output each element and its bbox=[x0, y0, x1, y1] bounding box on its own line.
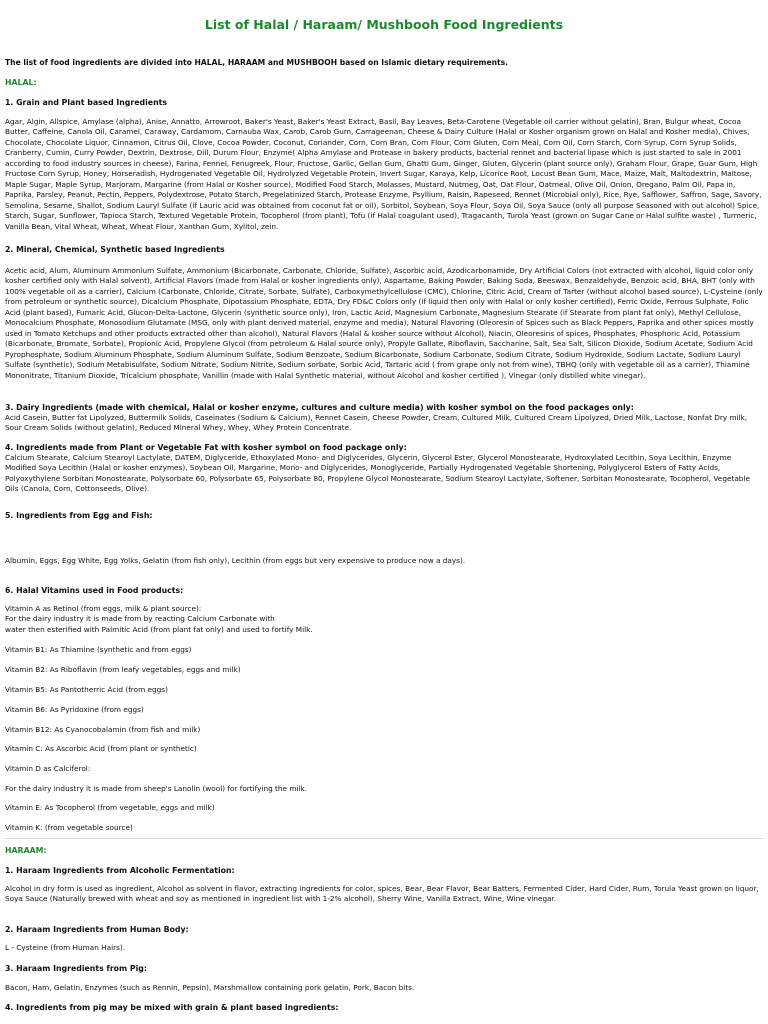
halal-label bbox=[5, 78, 763, 88]
section-text: Bacon, Ham, Gelatin, Enzymes (such as Rennin, Pepsin), Marshmallow containing pork gelatin, Pork, Bacon bits. bbox=[5, 983, 415, 992]
halal-heading: HALAL: bbox=[5, 78, 37, 87]
section-text: Calcium Stearate, Calcium Stearoyl Lactylate, DATEM, Diglyceride, Ethoxylated Mono- and Diglycerides, Glycerin, Glycerol Ester, Glycerol Monostearate, Hydroxylated Lecithin, Soya Lecithin, Enzyme Modified Soya Lecithin (Halal or kosher enzymes), Soybean Oil, Margarine, Mono- and Diglycerides, Monoglyceride, Partially Hydrogenated Vegetable Shortening, Polyglycerol Esters of Fatty Acids, Polyoxythylene Sorbitan Monostearate, Polysorbate 60, Polysorbate 65, Polysorbate 80, Propylene Glycol Monostearate, Sodium Stearoyl Lactylate, Softener, Sorbitan Monostearate, Tocopherol, Vegetable Oils (Canola, Corn, Cottonseeds, Olive). bbox=[5, 453, 750, 494]
page-title: List of Halal / Haraam/ Mushbooh Food Ingredients bbox=[204, 17, 564, 32]
vitamin-b6: Vitamin B6: As Pyridoxine (from eggs) bbox=[5, 705, 144, 714]
section-text: Acetic acid, Alum, Aluminum Ammonium Sulfate, Ammonium (Bicarbonate, Carbonate, Chloride, Sulfate), Ascorbic acid, Azodicarbonamide, Dry Artificial Colors (not extracted with alcohol, liquid color only kosher certified only with Halal solvent), Artificial Flavors (made from Halal or kosher ingredients only), Aspartame, Baking Powder, Baking Soda, Beeswax, Benzaldehyde, Benzoic acid, BHA, BHT (only with 100% vegetable oil as a carrier), Calcium (Carbonate, Chloride, Citrate, Sorbate, Sulfate), Carboxymethylcellulose (CMC), Chlorine, Citric Acid, Cream of Tarter (without alcohol based source), L-Cysteine (only from petroleum or synthetic source), Dicalcium Phosphate, Dipotassium Phosphate, EDTA, Dry FD&C Colors only (if liquid then only with Halal or only kosher certified), Ferric Oxide, Ferrous Sulphate, Folic Acid (plant based), Fumaric Acid, Glucon-Delta-Lactone, Glycerin (synthetic source only), Iron, Lactic Acid, Magnesium Carbonate, Magnesium Stearate (if Stearate from plant fat only), Methyl Cellulose, Monocalcium Phosphate, Monosodium Glutamate (MSG, only with plant derived material, enzyme and media), Natural Flavoring (Oleoresin of Spices such as Black Peppers, Paprika and other spices mostly used in Tomato Ketchups and other products extracted other than alcohol), Natural Flavors (Halal & kosher source without Alcohol), Niacin, Oleoresins of spices, Phosphates, Phosphoric Acid, Potassium (Bicarbonate, Bromate, Sorbate), Propionic Acid, Propylene Glycol (from petroleum & Halal source only), Propyle Gallate, Riboflavin, Saccharine, Salt, Sea Salt, Silicon Dioxide, Sodium Acetate, Sodium Acid Pyrophosphate, Sodium Aluminum Phosphate, Sodium Aluminum Sulfate, Sodium Benzoate, Sodium Bicarbonate, Sodium Carbonate, Sodium Citrate, Sodium Hydroxide, Sodium Lactate, Sodium Lauryl Sulfate (synthetic), Sodium Metabisulfate, Sodium Nitrate, Sodium Nitrite, Sodium sorbate, Sorbic Acid, Tartaric acid ( from grape only not from wine), TBHQ (only with vegetable oil as a carrier), Thiamine Mononitrate, Titanium Dioxide, Tricalcium phosphate, Vanillin (made with Halal Synthetic material, without Alcohol and kosher certified ), Vinegar (only distilled white vinegar). bbox=[5, 266, 763, 380]
halal-section-4 bbox=[5, 443, 763, 495]
section-heading: 4. Ingredients made from Plant or Vegetable Fat with kosher symbol on food package only: bbox=[5, 443, 407, 452]
haraam-section-3 bbox=[5, 964, 763, 993]
haraam-label bbox=[5, 846, 763, 856]
haraam-heading: HARAAM: bbox=[5, 846, 47, 855]
section-text: L - Cysteine (from Human Hairs). bbox=[5, 943, 126, 952]
vitamin-c: Vitamin C: As Ascorbic Acid (from plant or synthetic) bbox=[5, 744, 197, 753]
vitamin-k: Vitamin K: (from vegetable source) bbox=[5, 823, 133, 832]
section-divider bbox=[5, 838, 763, 839]
section-heading: 1. Haraam Ingredients from Alcoholic Fermentation: bbox=[5, 866, 235, 875]
vitamin-d: Vitamin D as Calciferol: bbox=[5, 764, 91, 773]
section-text: Albumin, Eggs, Egg White, Egg Yolks, Gelatin (from fish only), Lecithin (from eggs but very expensive to produce now a days). bbox=[5, 556, 466, 565]
haraam-section-1 bbox=[5, 866, 763, 905]
vitamin-d-dairy: For the dairy industry it is made from sheep's Lanolin (wool) for fortifying the milk. bbox=[5, 784, 308, 793]
section-heading: 2. Mineral, Chemical, Synthetic based Ingredients bbox=[5, 245, 225, 254]
section-text: Acid Casein, Butter fat Lipolyzed, Buttermilk Solids, Caseinates (Sodium & Calcium), Rennet Casein, Cheese Powder, Cream, Cultured Milk, Cultured Cream Lipolyzed, Dried Milk, Lactose, Nonfat Dry milk, Sour Cream Solids (without gelatin), Reduced Mineral Whey, Whey, Whey Protein Concentrate. bbox=[5, 413, 748, 433]
section-heading: 2. Haraam Ingredients from Human Body: bbox=[5, 925, 189, 934]
section-heading: 4. Ingredients from pig may be mixed with grain & plant based ingredients: bbox=[5, 1003, 339, 1012]
halal-section-6 bbox=[5, 586, 763, 596]
section-heading: 3. Haraam Ingredients from Pig: bbox=[5, 964, 147, 973]
halal-section-3 bbox=[5, 403, 763, 434]
vitamin-a-line-3: water then esterified with Palmitic Acid (from plant fat only) and used to fortify Milk. bbox=[5, 624, 313, 634]
vitamin-a-line-2: For the dairy industry it is made from by reacting Calcium Carbonate with bbox=[5, 614, 275, 624]
haraam-section-2 bbox=[5, 925, 763, 953]
section-text: Agar, Algin, Allspice, Amylase (alpha), Anise, Annatto, Arrowroot, Baker's Yeast, Baker's Yeast Extract, Basil, Bay Leaves, Beta-Carotene (Vegetable oil carrier without gelatin), Bran, Bulgur wheat, Cocoa Butter, Caffeine, Canola Oil, Caramel, Caraway, Cardamom, Carnauba Wax, Carob, Carob Gum, Carrageenan, Cheese & Dairy Culture (Halal or Kosher organism grown on Halal and Kosher media), Chives, Chocolate, Chocolate Liquor, Cinnamon, Citrus Oil, Clove, Cocoa Powder, Coconut, Coriander, Corn, Corn Bran, Corn Flour, Corn Gluten, Corn Meal, Corn Oil, Corn Starch, Corn Syrup, Corn Syrup Solids, Cranberry, Cumin, Curry Powder, Dextrin, Dextrose, Dill, Durum Flour, Enzyme( Alpha Amylase and Protease in bakery products, bacterial rennet and bacterial lipase which is just started to sale in 2001 according to food industry sources in cheese), Farina, Fennel, Fenugreek, Flour, Fructose, Garlic, Gellan Gum, Ghatti Gum, Ginger, Gluten, Glycerin (plant source only), Graham Flour, Grape, Guar Gum, High Fructose Corn Syrup, Honey, Horseradish, Hydrogenated Vegetable Oil, Hydrolyzed Vegetable Protein, Invert Sugar, Karaya, Kelp, Licorice Root, Locust Bean Gum, Mace, Maize, Malt, Maltodextrin, Maltose, Maple Sugar, Maple Syrup, Marjoram, Margarine (from Halal or Kosher source), Modified Food Starch, Molasses, Mustard, Nutmeg, Oat, Oat Flour, Oatmeal, Olive Oil, Onion, Oregano, Palm Oil, Papa in, Paprika, Parsley, Peanut, Pectin, Peppers, Polydextrose, Potato Starch, Pregelatinized Starch, Protease Enzyme, Psyllium, Raisin, Rapeseed, Rennet (Microbial only), Rice, Rye, Safflower, Saffron, Sage, Savory, Semolina, Sesame, Shallot, Sodium Lauryl Sulfate (if Lauric acid was obtained from coconut fat or oil), Sorbitol, Soybean, Soya Flour, Soya Oil, Soya Sauce (only all purpose Seasoned with out alcohol) Spice, Starch, Sugar, Sunflower, Tapioca Starch, Textured Vegetable Protein, Tocopherol (from plant), Tofu (if Halal coagulant used), Tragacanth, Turola Yeast (grown on Sugar Cane or Halal sulfite waste) , Turmeric, Vanilla Bean, Vital Wheat, Wheat, Wheat Flour, Xanthan Gum, Xylitol, zein. bbox=[5, 117, 762, 231]
section-heading: 3. Dairy Ingredients (made with chemical, Halal or kosher enzyme, cultures and culture media) with kosher symbol on the food packages only: bbox=[5, 403, 634, 412]
haraam-section-4 bbox=[5, 1003, 763, 1013]
intro-text: The list of food ingredients are divided into HALAL, HARAAM and MUSHBOOH based on Islamic dietary requirements. bbox=[5, 58, 509, 67]
halal-section-5 bbox=[5, 511, 763, 521]
vitamin-b1: Vitamin B1: As Thiamine (synthetic and from eggs) bbox=[5, 645, 192, 654]
vitamin-b5: Vitamin B5: As Pantotherric Acid (from eggs) bbox=[5, 685, 168, 694]
halal-section-2 bbox=[5, 245, 763, 381]
section-heading: 1. Grain and Plant based Ingredients bbox=[5, 98, 167, 107]
section-heading: 6. Halal Vitamins used in Food products: bbox=[5, 586, 184, 595]
vitamin-e: Vitamin E: As Tocopherol (from vegetable, eggs and milk) bbox=[5, 803, 215, 812]
section-text: Alcohol in dry form is used as ingredient, Alcohol as solvent in flavor, extracting ingredients for color, spices, Bear, Bear Flavor, Bear Batters, Fermented Cider, Hard Cider, Rum, Torula Yeast grown on liquor, Soya Sauce (Naturally brewed with wheat and soy as mentioned in ingredient list with 1-2% alcohol), Sherry Wine, Vanilla Extract, Wine, Wine vinegar. bbox=[5, 884, 759, 904]
vitamin-b12: Vitamin B12: As Cyanocobalamin (from fish and milk) bbox=[5, 725, 201, 734]
halal-section-1 bbox=[5, 98, 763, 232]
vitamin-b2: Vitamin B2: As Riboflavin (from leafy vegetables, eggs and milk) bbox=[5, 665, 241, 674]
vitamin-a bbox=[5, 604, 763, 635]
section-heading: 5. Ingredients from Egg and Fish: bbox=[5, 511, 153, 520]
vitamin-a-line-1: Vitamin A as Retinol (from eggs, milk & plant source): bbox=[5, 604, 202, 613]
halal-section-5-text bbox=[5, 556, 763, 566]
